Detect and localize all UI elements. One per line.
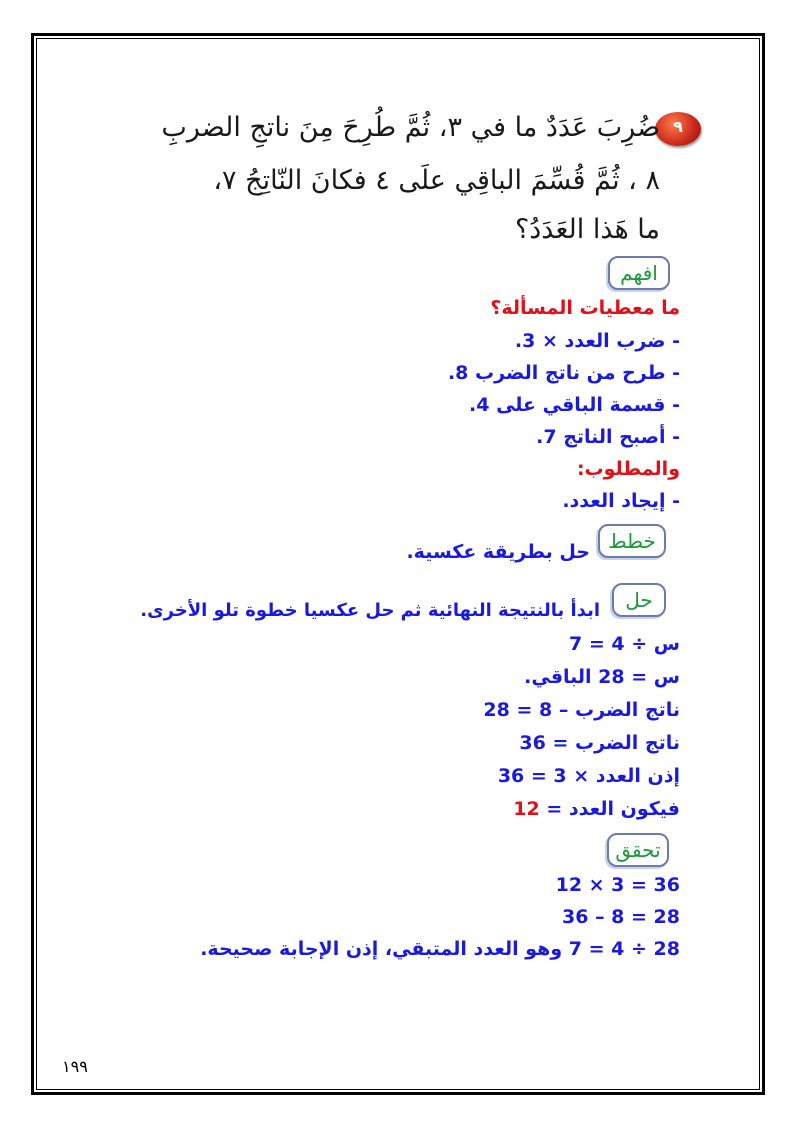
check-tag: تحقق — [607, 833, 669, 867]
solve-final-prefix: فيكون العدد = — [539, 798, 680, 820]
solve-step-2: س = 28 الباقي. — [524, 666, 680, 688]
solve-final-value: 12 — [513, 798, 540, 820]
solve-intro: ابدأ بالنتيجة النهائية ثم حل عكسيا خطوة تلو الأخرى. — [140, 600, 600, 621]
problem-number-badge: ٩ — [655, 112, 701, 146]
solve-step-3: ناتج الضرب – 8 = 28 — [483, 699, 680, 721]
check-line-2: 36 – 8 = 28 — [562, 906, 680, 928]
required-heading: والمطلوب: — [576, 458, 680, 480]
given-2: - طرح من ناتج الضرب 8. — [447, 362, 680, 384]
solve-step-5: إذن العدد × 3 = 36 — [497, 765, 680, 787]
given-3: - قسمة الباقي على 4. — [469, 394, 680, 416]
solve-step-4: ناتج الضرب = 36 — [519, 732, 680, 754]
given-4: - أصبح الناتج 7. — [536, 426, 680, 448]
check-line-3: 28 ÷ 4 = 7 وهو العدد المتبقي، إذن الإجابة صحيحة. — [200, 938, 680, 960]
plan-tag: خطط — [598, 524, 666, 558]
solve-step-1: س ÷ 4 = 7 — [569, 633, 680, 655]
problem-line-1: ضُرِبَ عَدَدٌ ما في ٣، ثُمَّ طُرِحَ مِنَ ناتجِ الضربِ — [161, 112, 660, 143]
understand-tag: افهم — [608, 256, 670, 290]
problem-line-3: ما هَذا العَدَدُ؟ — [514, 214, 660, 245]
check-line-1: 12 × 3 = 36 — [555, 874, 680, 896]
required-text: - إيجاد العدد. — [562, 490, 680, 512]
given-1: - ضرب العدد × 3. — [514, 330, 680, 352]
page-number: ١٩٩ — [62, 1057, 88, 1076]
problem-line-2: ٨ ، ثُمَّ قُسِّمَ الباقِي علَى ٤ فكانَ النّاتِجُ ٧، — [213, 165, 660, 196]
solve-tag: حل — [612, 583, 666, 617]
givens-heading: ما معطيات المسألة؟ — [490, 297, 680, 319]
solve-final — [513, 798, 680, 820]
plan-text: حل بطريقة عكسية. — [406, 541, 590, 563]
